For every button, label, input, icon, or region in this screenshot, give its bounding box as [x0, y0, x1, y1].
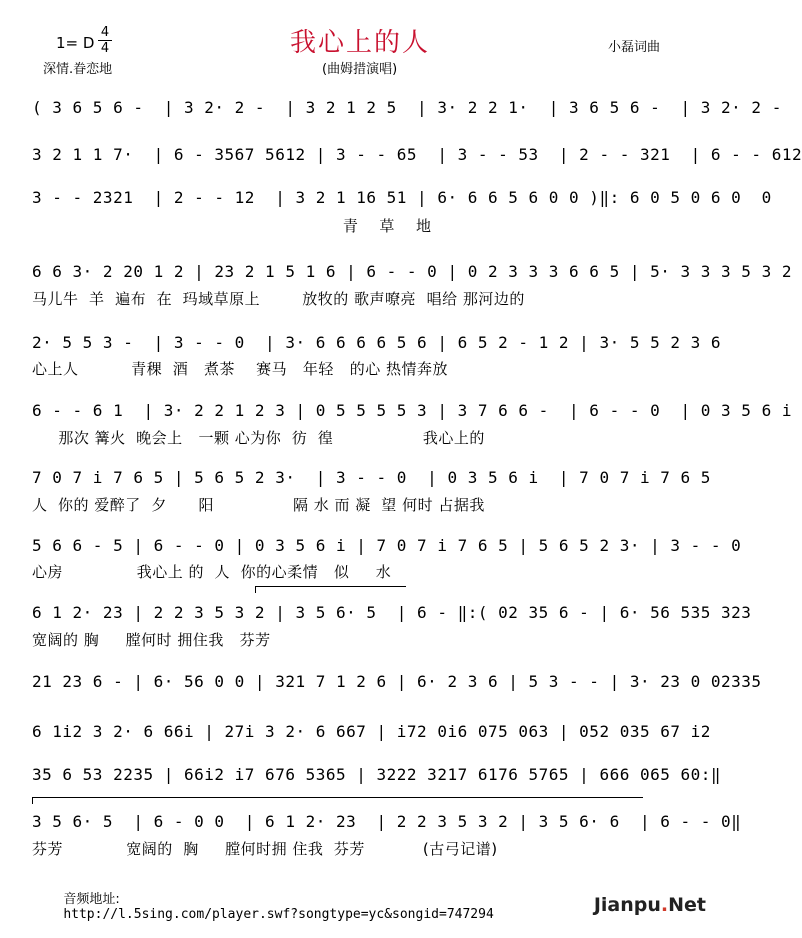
volta-bracket-1	[255, 586, 406, 593]
watermark-main: Jianpu	[593, 894, 661, 916]
audio-label: 音频地址:	[63, 892, 120, 907]
audio-address	[32, 873, 494, 937]
time-signature-top: 4	[100, 25, 110, 40]
lyric-row: 那次 篝火 晚会上 一颗 心为你 彷 徨 我心上的	[32, 429, 485, 447]
notation-row: 6 - - 6 1 | 3· 2 2 1 2 3 | 0 5 5 5 5 3 | 3 7 6 6 - | 6 - - 0 | 0 3 5 6 i	[32, 401, 792, 420]
lyric-row: 人 你的 爱醉了 夕 阳 隔 水 而 凝 望 何时 占据我	[32, 496, 485, 514]
audio-link[interactable]: http://l.5sing.com/player.swf?songtype=yc&songid=747294	[63, 907, 494, 922]
expression-mark: 深情.眷恋地	[43, 62, 113, 77]
notation-row: ( 3 6 5 6 - | 3 2· 2 - | 3 2 1 2 5 | 3· 2 2 1· | 3 6 5 6 - | 3 2· 2 -	[32, 98, 782, 117]
composer-credit: 小磊词曲	[608, 40, 661, 55]
notation-row: 3 5 6· 5 | 6 - 0 0 | 6 1 2· 23 | 2 2 3 5 3 2 | 3 5 6· 6 | 6 - - 0‖	[32, 812, 742, 831]
lyric-row: 心房 我心上 的 人 你的心柔情 似 水	[32, 563, 392, 581]
notation-row: 6 1i2 3 2· 6 66i | 27i 3 2· 6 667 | i72 0i6 075 063 | 052 035 67 i2	[32, 722, 711, 741]
notation-row: 6 1 2· 23 | 2 2 3 5 3 2 | 3 5 6· 5 | 6 - ‖:( 02 35 6 - | 6· 56 535 323	[32, 603, 752, 622]
lyric-row: 心上人 青稞 酒 煮茶 赛马 年轻 的心 热情奔放	[32, 360, 448, 378]
lyric-row: 宽阔的 胸 膛何时 拥住我 芬芳	[32, 631, 271, 649]
notation-row: 21 23 6 - | 6· 56 0 0 | 321 7 1 2 6 | 6· 2 3 6 | 5 3 - - | 3· 23 0 02335	[32, 672, 762, 691]
time-signature-bottom: 4	[100, 41, 110, 56]
time-signature	[98, 26, 112, 55]
lyric-row: 芬芳 宽阔的 胸 膛何时拥 住我 芬芳 (古弓记谱)	[32, 840, 498, 858]
site-watermark	[567, 872, 706, 938]
lyric-row: 青 草 地	[32, 217, 432, 235]
notation-row: 6 6 3· 2 20 1 2 | 23 2 1 5 1 6 | 6 - - 0 | 0 2 3 3 3 6 6 5 | 5· 3 3 3 5 3 2	[32, 262, 792, 281]
watermark-tld: Net	[668, 894, 706, 916]
notation-row: 3 - - 2321 | 2 - - 12 | 3 2 1 16 51 | 6· 6 6 5 6 0 0 )‖: 6 0 5 0 6 0 0	[32, 188, 772, 207]
notation-row: 5 6 6 - 5 | 6 - - 0 | 0 3 5 6 i | 7 0 7 i 7 6 5 | 5 6 5 2 3· | 3 - - 0	[32, 536, 742, 555]
performer: (曲姆措演唱)	[322, 62, 398, 77]
volta-bracket-2	[32, 797, 643, 804]
notation-row: 35 6 53 2235 | 66i2 i7 676 5365 | 3222 3217 6176 5765 | 666 065 60:‖	[32, 765, 722, 784]
notation-row: 3 2 1 1 7· | 6 - 3567 5612 | 3 - - 65 | 3 - - 53 | 2 - - 321 | 6 - - 612	[32, 145, 802, 164]
key-signature: 1= D	[56, 34, 95, 52]
lyric-row: 马儿牛 羊 遍布 在 玛域草原上 放牧的 歌声嘹亮 唱给 那河边的	[32, 290, 525, 308]
notation-row: 7 0 7 i 7 6 5 | 5 6 5 2 3· | 3 - - 0 | 0 3 5 6 i | 7 0 7 i 7 6 5	[32, 468, 711, 487]
song-title: 我心上的人	[289, 28, 430, 58]
notation-row: 2· 5 5 3 - | 3 - - 0 | 3· 6 6 6 6 5 6 | 6 5 2 - 1 2 | 3· 5 5 2 3 6	[32, 333, 722, 352]
watermark-dot: .	[660, 894, 669, 916]
